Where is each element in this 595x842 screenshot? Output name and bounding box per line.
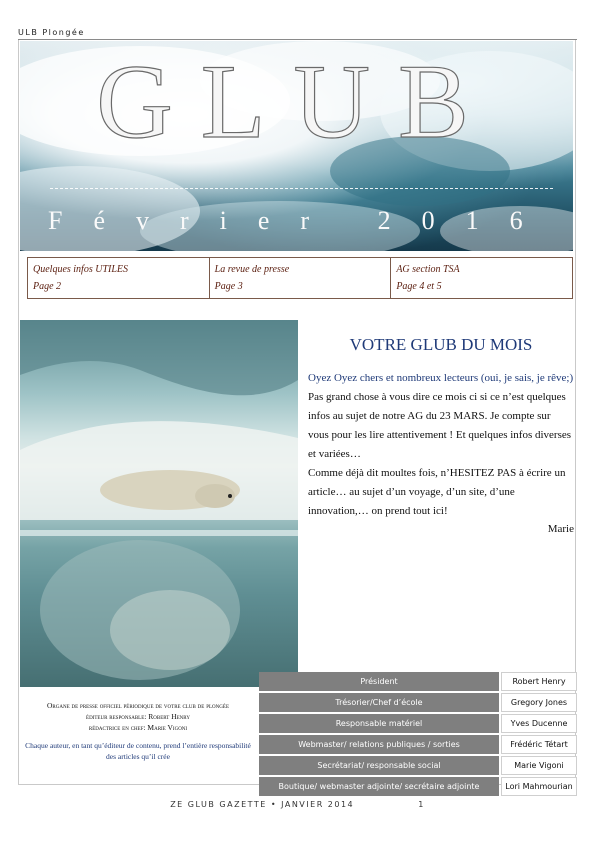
table-row bbox=[259, 714, 577, 733]
table-row bbox=[259, 672, 577, 691]
table-row bbox=[259, 756, 577, 775]
committee-name: Frédéric Tétart bbox=[501, 735, 577, 754]
committee-role: Trésorier/Chef d’école bbox=[259, 693, 499, 712]
page-footer bbox=[0, 800, 595, 809]
committee-role: Boutique/ webmaster adjointe/ secrétaire adjointe bbox=[259, 777, 499, 796]
article-paragraph: Pas grand chose à vous dire ce mois ci si ce n’est quelques infos au sujet de notre AG du 23 MARS. Je compte sur vous pour les lire attentivement ! Et quelques infos diverses et variées… bbox=[308, 391, 572, 460]
table-row bbox=[259, 777, 577, 796]
committee-table bbox=[257, 670, 579, 798]
banner bbox=[20, 41, 573, 251]
table-of-contents bbox=[27, 257, 573, 299]
issue-date: Février 2016 bbox=[48, 206, 554, 235]
toc-item[interactable] bbox=[209, 258, 391, 299]
table-row bbox=[259, 735, 577, 754]
toc-label: La revue de presse bbox=[214, 264, 290, 275]
imprint-line: éditeur responsable: Robert Henry bbox=[86, 712, 190, 721]
article-signature: Marie bbox=[547, 523, 574, 535]
footer-text: ZE GLUB GAZETTE • JANVIER 2014 bbox=[170, 800, 355, 809]
toc-page: Page 3 bbox=[214, 281, 243, 292]
imprint bbox=[24, 700, 252, 762]
toc-page: Page 2 bbox=[33, 281, 62, 292]
committee-role: Secrétariat/ responsable social bbox=[259, 756, 499, 775]
toc-item[interactable] bbox=[28, 258, 210, 299]
title-dotted-rule bbox=[50, 188, 553, 189]
toc-label: AG section TSA bbox=[396, 264, 460, 275]
page-number: 1 bbox=[418, 800, 425, 809]
toc-page: Page 4 et 5 bbox=[396, 281, 442, 292]
imprint-note: Chaque auteur, en tant qu’éditeur de contenu, prend l’entière responsabilité des articles qu’il crée bbox=[25, 741, 251, 761]
org-name: ULB Plongée bbox=[18, 28, 85, 37]
committee-name: Gregory Jones bbox=[501, 693, 577, 712]
imprint-line: Organe de presse officiel périodique de votre club de plongée bbox=[46, 701, 229, 710]
committee-name: Robert Henry bbox=[501, 672, 577, 691]
committee-name: Yves Ducenne bbox=[501, 714, 577, 733]
committee-name: Lori Mahmourian bbox=[501, 777, 577, 796]
committee-role: Webmaster/ relations publiques / sorties bbox=[259, 735, 499, 754]
committee-role: Président bbox=[259, 672, 499, 691]
article-lead: Oyez Oyez chers et nombreux lecteurs (oui, je sais, je rêve;) bbox=[308, 372, 574, 384]
article-title: VOTRE GLUB DU MOIS bbox=[349, 335, 533, 354]
table-row bbox=[259, 693, 577, 712]
committee-name: Marie Vigoni bbox=[501, 756, 577, 775]
newsletter-title: GLUB bbox=[96, 43, 497, 160]
editorial-article bbox=[308, 335, 574, 535]
committee-role: Responsable matériel bbox=[259, 714, 499, 733]
imprint-line: rédactrice en chef: Marie Vigoni bbox=[88, 723, 188, 732]
toc-item[interactable] bbox=[391, 258, 573, 299]
article-paragraph: Comme déjà dit moultes fois, n’HESITEZ PAS à écrire un article… au sujet d’un voyage, d’un site, d’une innovation,… on prend tout ici! bbox=[308, 467, 566, 517]
toc-label: Quelques infos UTILES bbox=[33, 264, 128, 275]
polar-bear-photo bbox=[20, 320, 298, 687]
